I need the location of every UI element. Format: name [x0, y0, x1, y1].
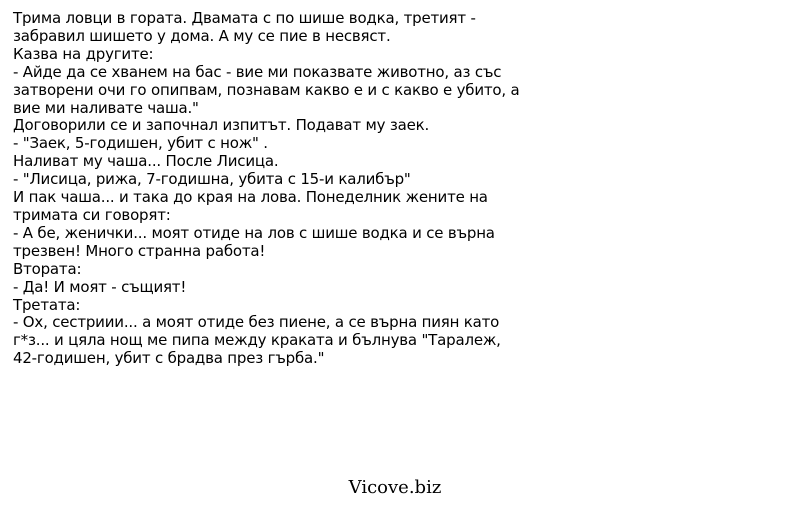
text-line: - Да! И моят - същият! [13, 277, 187, 296]
text-line: Наливат му чаша... После Лисица. [13, 152, 279, 171]
text-line: вие ми наливате чаша." [13, 98, 199, 117]
text-line: - Ох, сестриии... а моят отиде без пиене, а се върна пиян като [13, 313, 500, 332]
text-line: затворени очи го опипвам, познавам какво е и с какво е убито, а [13, 80, 520, 99]
text-line: - А бе, женички... моят отиде на лов с шише водка и се върна [13, 223, 495, 242]
joke-text [13, 10, 593, 368]
text-line: Казва на другите: [13, 44, 154, 63]
text-line: - Айде да се хванем на бас - вие ми показвате животно, аз със [13, 62, 502, 81]
text-line: Втората: [13, 259, 82, 278]
text-line: Третата: [13, 295, 81, 314]
text-line: И пак чаша... и така до края на лова. Понеделник жените на [13, 188, 488, 207]
text-line: забравил шишето у дома. А му се пие в несвяст. [13, 26, 391, 45]
text-line: трезвен! Много странна работа! [13, 241, 266, 260]
site-watermark: Vicove.biz [348, 477, 442, 498]
text-line: Договорили се и започнал изпитът. Подават му заек. [13, 116, 430, 135]
text-line: г*з... и цяла нощ ме пипа между краката и бълнува "Таралеж, [13, 331, 501, 350]
text-line: тримата си говорят: [13, 205, 171, 224]
text-line: - "Заек, 5-годишен, убит с нож" . [13, 134, 268, 153]
text-line: - "Лисица, рижа, 7-годишна, убита с 15-и калибър" [13, 170, 411, 189]
text-line: 42-годишен, убит с брадва през гърба." [13, 349, 325, 368]
text-line: Трима ловци в гората. Двамата с по шише водка, третият - [13, 9, 476, 27]
